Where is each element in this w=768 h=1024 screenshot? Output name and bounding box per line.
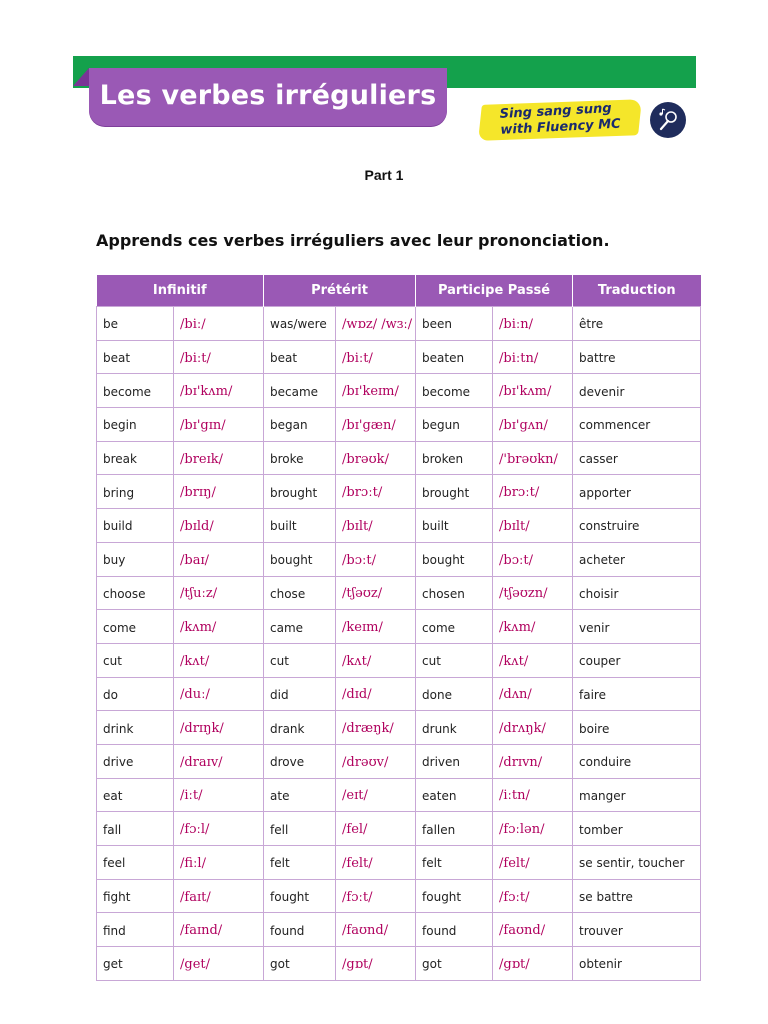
- preterit-ipa-cell: /fɔːt/: [336, 879, 416, 913]
- participe-passe-ipa-cell: /fɔːt/: [493, 879, 573, 913]
- infinitif-ipa-cell: /fɔːl/: [174, 812, 264, 846]
- infinitif-cell: drive: [97, 744, 174, 778]
- preterit-ipa-cell: /kʌt/: [336, 643, 416, 677]
- infinitif-cell: fall: [97, 812, 174, 846]
- traduction-cell: boire: [573, 711, 701, 745]
- table-row: [97, 947, 701, 981]
- participe-passe-ipa-cell: /felt/: [493, 846, 573, 880]
- preterit-ipa-cell: /eɪt/: [336, 778, 416, 812]
- preterit-ipa-cell: /bɪ'gæn/: [336, 408, 416, 442]
- preterit-cell: came: [264, 610, 336, 644]
- infinitif-ipa-cell: /duː/: [174, 677, 264, 711]
- participe-passe-ipa-cell: /dʌn/: [493, 677, 573, 711]
- infinitif-cell: choose: [97, 576, 174, 610]
- participe-passe-ipa-cell: /tʃəʊzn/: [493, 576, 573, 610]
- preterit-ipa-cell: /biːt/: [336, 340, 416, 374]
- table-row: [97, 812, 701, 846]
- infinitif-ipa-cell: /fiːl/: [174, 846, 264, 880]
- infinitif-ipa-cell: /bɪ'gɪn/: [174, 408, 264, 442]
- participe-passe-ipa-cell: /faʊnd/: [493, 913, 573, 947]
- participe-passe-ipa-cell: /biːtn/: [493, 340, 573, 374]
- participe-passe-ipa-cell: /drʌŋk/: [493, 711, 573, 745]
- preterit-cell: found: [264, 913, 336, 947]
- preterit-cell: broke: [264, 441, 336, 475]
- participe-passe-cell: beaten: [416, 340, 493, 374]
- infinitif-ipa-cell: /biː/: [174, 307, 264, 341]
- table-row: [97, 610, 701, 644]
- participe-passe-cell: found: [416, 913, 493, 947]
- table-row: [97, 879, 701, 913]
- participe-passe-ipa-cell: /kʌt/: [493, 643, 573, 677]
- participe-passe-ipa-cell: /iːtn/: [493, 778, 573, 812]
- table-row: [97, 509, 701, 543]
- preterit-cell: built: [264, 509, 336, 543]
- infinitif-ipa-cell: /faɪt/: [174, 879, 264, 913]
- table-row: [97, 576, 701, 610]
- participe-passe-ipa-cell: /gɒt/: [493, 947, 573, 981]
- preterit-ipa-cell: /felt/: [336, 846, 416, 880]
- participe-passe-cell: cut: [416, 643, 493, 677]
- infinitif-ipa-cell: /biːt/: [174, 340, 264, 374]
- preterit-cell: beat: [264, 340, 336, 374]
- page-title: Les verbes irréguliers: [99, 80, 437, 111]
- part-label: Part 1: [364, 167, 404, 183]
- preterit-cell: chose: [264, 576, 336, 610]
- preterit-ipa-cell: /gɒt/: [336, 947, 416, 981]
- preterit-ipa-cell: /brəʊk/: [336, 441, 416, 475]
- traduction-cell: casser: [573, 441, 701, 475]
- preterit-cell: was/were: [264, 307, 336, 341]
- preterit-cell: felt: [264, 846, 336, 880]
- table-row: [97, 744, 701, 778]
- preterit-ipa-cell: /dræŋk/: [336, 711, 416, 745]
- traduction-cell: trouver: [573, 913, 701, 947]
- header-participe-passe: Participe Passé: [416, 275, 573, 307]
- preterit-cell: ate: [264, 778, 336, 812]
- traduction-cell: conduire: [573, 744, 701, 778]
- traduction-cell: construire: [573, 509, 701, 543]
- traduction-cell: couper: [573, 643, 701, 677]
- preterit-cell: fell: [264, 812, 336, 846]
- participe-passe-cell: chosen: [416, 576, 493, 610]
- infinitif-ipa-cell: /tʃuːz/: [174, 576, 264, 610]
- preterit-ipa-cell: /fel/: [336, 812, 416, 846]
- participe-passe-cell: got: [416, 947, 493, 981]
- irregular-verbs-table: [96, 275, 701, 981]
- participe-passe-cell: bought: [416, 542, 493, 576]
- traduction-cell: choisir: [573, 576, 701, 610]
- infinitif-ipa-cell: /drɪŋk/: [174, 711, 264, 745]
- traduction-cell: venir: [573, 610, 701, 644]
- infinitif-cell: find: [97, 913, 174, 947]
- infinitif-cell: feel: [97, 846, 174, 880]
- participe-passe-cell: driven: [416, 744, 493, 778]
- participe-passe-cell: built: [416, 509, 493, 543]
- participe-passe-ipa-cell: /drɪvn/: [493, 744, 573, 778]
- participe-passe-ipa-cell: /bɪ'kʌm/: [493, 374, 573, 408]
- participe-passe-ipa-cell: /brɔːt/: [493, 475, 573, 509]
- infinitif-cell: become: [97, 374, 174, 408]
- table-row: [97, 340, 701, 374]
- traduction-cell: faire: [573, 677, 701, 711]
- preterit-ipa-cell: /bɪlt/: [336, 509, 416, 543]
- preterit-cell: cut: [264, 643, 336, 677]
- header-infinitif: Infinitif: [97, 275, 264, 307]
- participe-passe-cell: fallen: [416, 812, 493, 846]
- participe-passe-cell: drunk: [416, 711, 493, 745]
- infinitif-ipa-cell: /draɪv/: [174, 744, 264, 778]
- participe-passe-cell: begun: [416, 408, 493, 442]
- infinitif-ipa-cell: /bɪ'kʌm/: [174, 374, 264, 408]
- participe-passe-ipa-cell: /'brəʊkn/: [493, 441, 573, 475]
- infinitif-cell: begin: [97, 408, 174, 442]
- badge-line-1: Sing sang sung: [499, 101, 612, 122]
- preterit-cell: became: [264, 374, 336, 408]
- table-row: [97, 643, 701, 677]
- table-row: [97, 374, 701, 408]
- participe-passe-ipa-cell: /fɔːlən/: [493, 812, 573, 846]
- header-traduction: Traduction: [573, 275, 701, 307]
- table-row: [97, 307, 701, 341]
- traduction-cell: obtenir: [573, 947, 701, 981]
- traduction-cell: être: [573, 307, 701, 341]
- traduction-cell: battre: [573, 340, 701, 374]
- infinitif-cell: do: [97, 677, 174, 711]
- table-row: [97, 711, 701, 745]
- participe-passe-cell: become: [416, 374, 493, 408]
- preterit-cell: began: [264, 408, 336, 442]
- traduction-cell: se battre: [573, 879, 701, 913]
- table-header-row: [97, 275, 701, 307]
- preterit-ipa-cell: /wɒz/ /wɜː/: [336, 307, 416, 341]
- traduction-cell: tomber: [573, 812, 701, 846]
- traduction-cell: devenir: [573, 374, 701, 408]
- participe-passe-cell: come: [416, 610, 493, 644]
- infinitif-cell: build: [97, 509, 174, 543]
- participe-passe-cell: fought: [416, 879, 493, 913]
- preterit-cell: did: [264, 677, 336, 711]
- table-row: [97, 846, 701, 880]
- participe-passe-cell: done: [416, 677, 493, 711]
- table-row: [97, 778, 701, 812]
- infinitif-cell: bring: [97, 475, 174, 509]
- infinitif-ipa-cell: /get/: [174, 947, 264, 981]
- table-row: [97, 475, 701, 509]
- preterit-cell: fought: [264, 879, 336, 913]
- microphone-music-icon: [650, 102, 686, 138]
- infinitif-ipa-cell: /brɪŋ/: [174, 475, 264, 509]
- infinitif-ipa-cell: /faɪnd/: [174, 913, 264, 947]
- preterit-cell: brought: [264, 475, 336, 509]
- participe-passe-ipa-cell: /kʌm/: [493, 610, 573, 644]
- preterit-ipa-cell: /dɪd/: [336, 677, 416, 711]
- participe-passe-cell: brought: [416, 475, 493, 509]
- infinitif-ipa-cell: /breɪk/: [174, 441, 264, 475]
- traduction-cell: commencer: [573, 408, 701, 442]
- table-row: [97, 441, 701, 475]
- participe-passe-cell: eaten: [416, 778, 493, 812]
- infinitif-ipa-cell: /kʌm/: [174, 610, 264, 644]
- preterit-cell: drank: [264, 711, 336, 745]
- infinitif-cell: fight: [97, 879, 174, 913]
- traduction-cell: manger: [573, 778, 701, 812]
- participe-passe-ipa-cell: /bɪ'gʌn/: [493, 408, 573, 442]
- participe-passe-ipa-cell: /biːn/: [493, 307, 573, 341]
- traduction-cell: acheter: [573, 542, 701, 576]
- traduction-cell: se sentir, toucher: [573, 846, 701, 880]
- participe-passe-ipa-cell: /bɪlt/: [493, 509, 573, 543]
- preterit-cell: bought: [264, 542, 336, 576]
- badge-line-2: with Fluency MC: [500, 116, 622, 138]
- infinitif-cell: break: [97, 441, 174, 475]
- participe-passe-ipa-cell: /bɔːt/: [493, 542, 573, 576]
- participe-passe-cell: felt: [416, 846, 493, 880]
- infinitif-cell: eat: [97, 778, 174, 812]
- preterit-ipa-cell: /faʊnd/: [336, 913, 416, 947]
- infinitif-ipa-cell: /iːt/: [174, 778, 264, 812]
- preterit-ipa-cell: /tʃəʊz/: [336, 576, 416, 610]
- infinitif-cell: cut: [97, 643, 174, 677]
- preterit-ipa-cell: /drəʊv/: [336, 744, 416, 778]
- table-row: [97, 913, 701, 947]
- infinitif-cell: buy: [97, 542, 174, 576]
- table-row: [97, 677, 701, 711]
- header-preterit: Prétérit: [264, 275, 416, 307]
- table-row: [97, 542, 701, 576]
- infinitif-cell: be: [97, 307, 174, 341]
- infinitif-ipa-cell: /kʌt/: [174, 643, 264, 677]
- instruction-text: Apprends ces verbes irréguliers avec leur prononciation.: [96, 231, 610, 250]
- preterit-ipa-cell: /bɪ'keɪm/: [336, 374, 416, 408]
- preterit-ipa-cell: /keɪm/: [336, 610, 416, 644]
- infinitif-cell: beat: [97, 340, 174, 374]
- title-banner: [89, 68, 447, 126]
- participe-passe-cell: broken: [416, 441, 493, 475]
- traduction-cell: apporter: [573, 475, 701, 509]
- preterit-cell: got: [264, 947, 336, 981]
- preterit-ipa-cell: /bɔːt/: [336, 542, 416, 576]
- infinitif-cell: come: [97, 610, 174, 644]
- participe-passe-cell: been: [416, 307, 493, 341]
- preterit-cell: drove: [264, 744, 336, 778]
- infinitif-cell: get: [97, 947, 174, 981]
- infinitif-ipa-cell: /baɪ/: [174, 542, 264, 576]
- table-row: [97, 408, 701, 442]
- preterit-ipa-cell: /brɔːt/: [336, 475, 416, 509]
- infinitif-cell: drink: [97, 711, 174, 745]
- infinitif-ipa-cell: /bɪld/: [174, 509, 264, 543]
